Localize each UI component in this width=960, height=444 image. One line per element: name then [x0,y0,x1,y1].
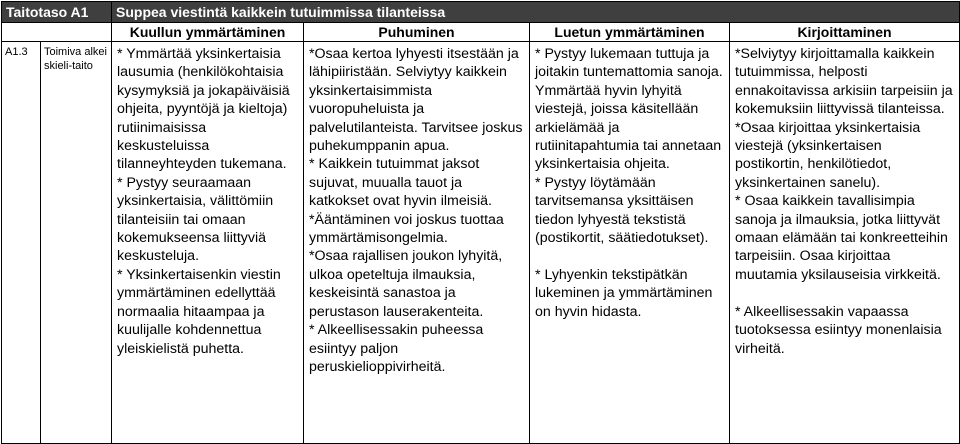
speaking-description-cell [304,42,530,444]
reading-description-cell [530,42,730,444]
proficiency-table [1,1,960,444]
column-header-writing: Kirjoittaminen [730,23,960,42]
speaking-description-text: *Osaa kertoa lyhyesti itsestään ja lähipiiristään. Selviytyy kaikkein yksinkertaisimmista vuoropuheluista ja palvelutilanteista. Tarvitsee joskus puhekumppanin apua. * Kaikkein tutuimmat jaksot sujuvat, muualla tauot ja katkokset ovat hyvin ilmeisiä. *Ääntäminen voi joskus tuottaa ymmärtämisongelmia. *Osaa rajallisen joukon lyhyitä, ulkoa opeteltuja ilmauksia, keskeisintä sanastoa ja perustason lauserakenteita. * Alkeellisessakin puheessa esiintyy paljon peruskielioppivirheitä. [309,46,523,375]
listening-description-cell [112,42,304,444]
skill-level-cell: Toimiva alkeiskieli-taito [41,42,112,444]
listening-description-text: * Ymmärtää yksinkertaisia lausumia (henkilökohtaisia kysymyksiä ja jokapäiväisiä ohjeita, pyyntöjä ja kieltoja) rutiinimaisissa keskusteluissa tilanneyhteyden tukemana. * Pystyy seuraamaan yksinkertaisia, välittömiin tilanteisiin tai omaan kokemukseensa liittyviä keskusteluja. * Yksinkertaisenkin viestin ymmärtäminen edellyttää normaalia hitaampaa ja kuulijalle kohdennettua yleiskielistä puhetta. [117,46,290,357]
level-description-title: Suppea viestintä kaikkein tutuimmissa tilanteissa [112,2,960,23]
level-row-a1-3 [2,42,960,444]
level-title: Taitotaso A1 [2,2,112,23]
level-code-cell: A1.3 [2,42,41,444]
empty-header-cell [2,23,112,42]
reading-description-text: * Pystyy lukemaan tuttuja ja joitakin tuntemattomia sanoja. Ymmärtää hyvin lyhyitä viestejä, joissa käsitellään arkielämää ja rutiinitapahtumia tai annetaan yksinkertaisia ohjeita. * Pystyy löytämään tarvitsemansa yksittäisen tiedon lyhyestä tekstistä (postikortit, säätiedotukset). * Lyhyenkin tekstipätkän lukeminen ja ymmärtäminen on hyvin hidasta. [535,46,723,320]
column-header-listening: Kuullun ymmärtäminen [112,23,304,42]
column-header-row [2,23,960,42]
writing-description-cell [730,42,960,444]
writing-description-text: *Selviytyy kirjoittamalla kaikkein tutuimmissa, helposti ennakoitavissa arkisiin tarpeisiin ja kokemuksiin liittyvissä tilanteissa. *Osaa kirjoittaa yksinkertaisia viestejä (yksinkertaisen postikortin, henkilötiedot, yksinkertainen sanelu). * Osaa kaikkein tavallisimpia sanoja ja ilmauksia, jotka liittyvät omaan elämään tai konkreetteihin tarpeisiin. Osaa kirjoittaa muutamia yksilauseisia virkkeitä. * Alkeellisessakin vapaassa tuotoksessa esiintyy monenlaisia virheitä. [735,46,953,357]
level-header-row [2,2,960,23]
column-header-reading: Luetun ymmärtäminen [530,23,730,42]
column-header-speaking: Puhuminen [304,23,530,42]
